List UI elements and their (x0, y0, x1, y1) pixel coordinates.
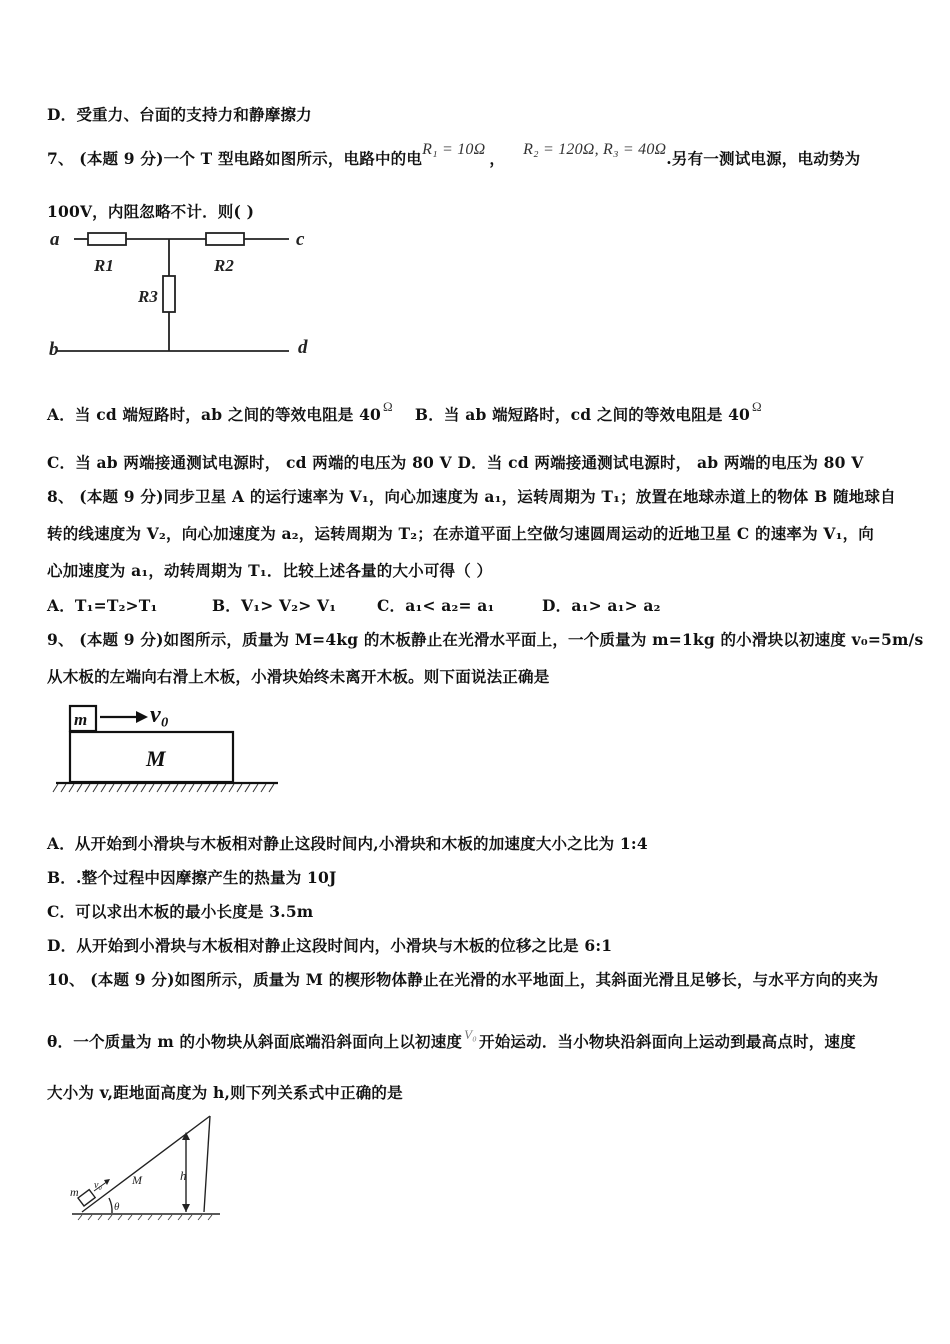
r2-label: R2 (214, 256, 234, 275)
q10-stem-line3: 大小为 v,距地面高度为 h,则下列关系式中正确的是 (47, 1083, 403, 1102)
q7-stem-text: 7、 (本题 9 分)一个 T 型电路如图所示，电路中的电 (47, 149, 423, 168)
q6-option-d: D．受重力、台面的支持力和静摩擦力 (47, 105, 312, 124)
q7-comma: ， (489, 149, 506, 168)
terminal-c-label: c (296, 229, 305, 250)
q10-stem-text2: 开始运动．当小物块沿斜面向上运动到最高点时，速度 (479, 1032, 856, 1051)
velocity-label-v0: v₀ (94, 1180, 102, 1191)
q9-option-a: A．从开始到小滑块与木板相对静止这段时间内,小滑块和木板的加速度大小之比为 1:4 (47, 834, 648, 853)
ohm-symbol-a: Ω (383, 399, 393, 414)
q8-stem-line1: 8、 (本题 9 分)同步卫星 A 的运行速率为 V₁，向心加速度为 a₁，运转周期为 T₁；放置在地球赤道上的物体 B 随地球自 (47, 487, 896, 506)
q9-stem-line1: 9、 (本题 9 分)如图所示，质量为 M=4kg 的木板静止在光滑水平面上，一个质量为 m=1kg 的小滑块以初速度 v₀=5m/s (47, 630, 924, 649)
r3-label: R3 (138, 287, 158, 306)
r1-label: R1 (94, 256, 114, 275)
q7-stem-text2: .另有一测试电源，电动势为 (666, 149, 861, 168)
q7-options-ab (47, 399, 762, 425)
q9-stem-line2: 从木板的左端向右滑上木板，小滑块始终未离开木板。则下面说法正确是 (47, 667, 550, 686)
q8-stem-line3: 心加速度为 a₁，动转周期为 T₁．比较上述各量的大小可得（ ） (47, 561, 493, 580)
velocity-label-v0: v₀ (150, 702, 170, 728)
angle-label-theta: θ (114, 1201, 120, 1213)
q7-options-cd: C．当 ab 两端接通测试电源时， cd 两端的电压为 80 V D．当 cd 两端接通测试电源时， ab 两端的电压为 80 V (47, 453, 864, 472)
q9-option-b: B．.整个过程中因摩擦产生的热量为 10J (47, 868, 337, 887)
resistor-r1 (88, 233, 126, 245)
q7-stem-line1 (47, 141, 861, 169)
q10-v0-symbol: V₀ (464, 1027, 478, 1042)
q9-option-d: D．从开始到小滑块与木板相对静止这段时间内，小滑块与木板的位移之比是 6:1 (47, 936, 613, 955)
q7-formula-r1: R₁ = 10Ω (422, 141, 486, 158)
q10-wedge-diagram (62, 1106, 227, 1226)
q8-option-c: C．a₁< a₂= a₁ (377, 596, 495, 615)
resistor-r2 (206, 233, 244, 245)
ohm-symbol-b: Ω (752, 399, 762, 414)
board-label-M: M (146, 746, 166, 771)
terminal-b-label: b (49, 339, 59, 360)
q10-stem-text: θ．一个质量为 m 的小物块从斜面底端沿斜面向上以初速度 (47, 1032, 463, 1051)
q9-option-c: C．可以求出木板的最小长度是 3.5m (47, 902, 314, 921)
height-label-h: h (180, 1168, 187, 1183)
q7-stem-line2: 100V，内阻忽略不计．则( ) (47, 202, 255, 221)
wedge-label-M: M (132, 1173, 142, 1187)
q7-circuit-diagram (44, 224, 324, 364)
q8-options (47, 594, 661, 616)
q8-option-a: A．T₁=T₂>T₁ (47, 596, 158, 615)
resistor-r3 (163, 276, 175, 312)
q7-formula-r2-r3: R₂ = 120Ω, R₃ = 40Ω (523, 141, 667, 158)
terminal-a-label: a (50, 229, 60, 250)
q7-option-b: B．当 ab 端短路时，cd 之间的等效电阻是 40 (414, 405, 751, 424)
q9-block-board-diagram (50, 696, 285, 798)
q10-stem-line1: 10、 (本题 9 分)如图所示，质量为 M 的楔形物体静止在光滑的水平地面上，其斜面光滑且足够长，与水平方向的夹为 (47, 970, 879, 989)
block-label-m: m (74, 710, 88, 729)
q8-option-b: B．V₁> V₂> V₁ (212, 596, 337, 615)
q10-stem-line2 (47, 1027, 856, 1052)
q8-option-d: D．a₁> a₁> a₂ (542, 596, 661, 615)
terminal-d-label: d (298, 337, 308, 358)
q7-option-a: A．当 cd 端短路时，ab 之间的等效电阻是 40 (47, 405, 382, 424)
velocity-arrow-icon (136, 711, 148, 723)
block-label-m: m (70, 1185, 79, 1199)
q8-stem-line2: 转的线速度为 V₂，向心加速度为 a₂，运转周期为 T₂；在赤道平面上空做匀速圆周运动的近地卫星 C 的速率为 V₁，向 (47, 524, 875, 543)
